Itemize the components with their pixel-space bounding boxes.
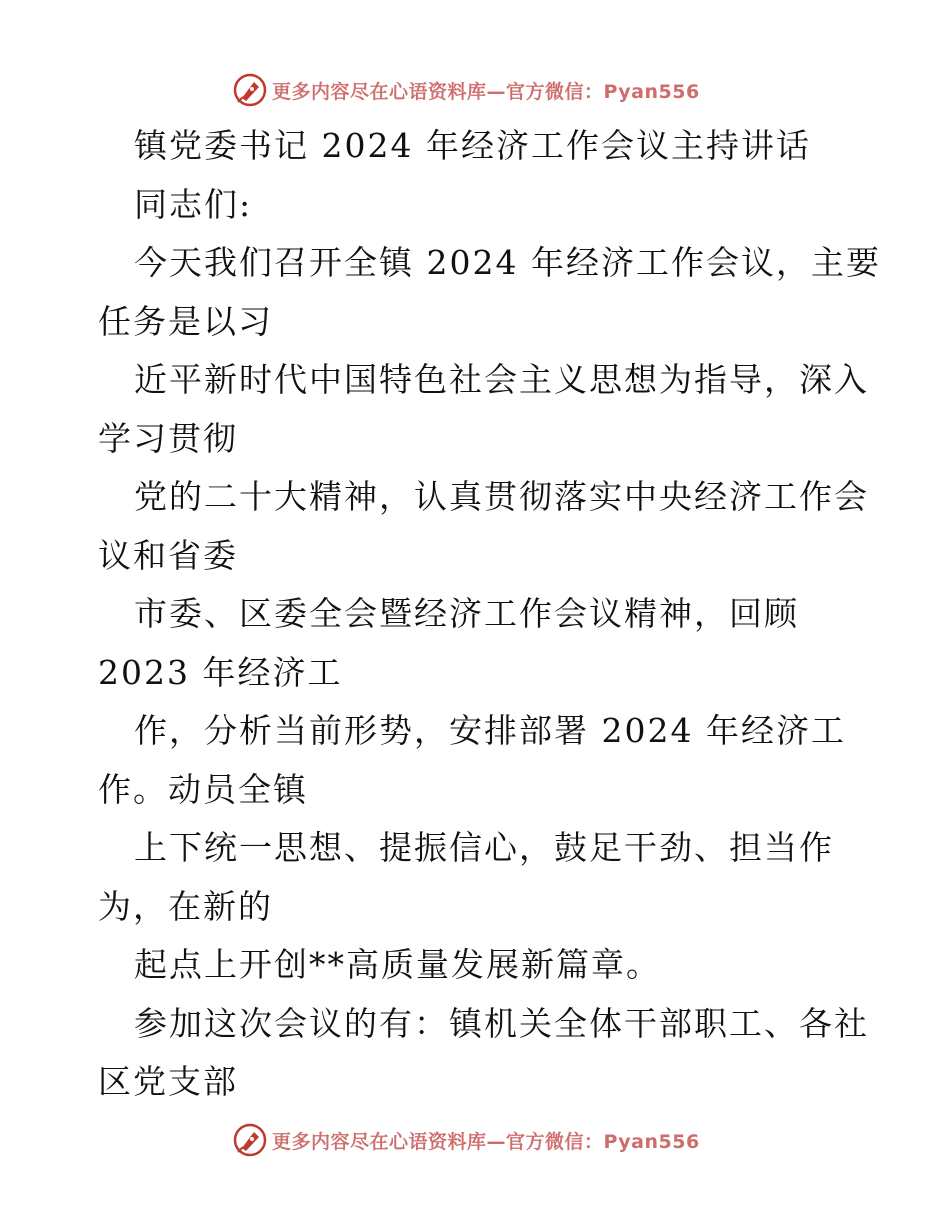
text-line: 参加这次会议的有：镇机关全体干部职工、各社 xyxy=(134,1003,869,1043)
footer-banner-text: 更多内容尽在心语资料库—官方微信：Pyan556 xyxy=(272,1130,700,1153)
text-line: 2023 年经济工 xyxy=(98,652,343,692)
pen-nib-logo-icon xyxy=(232,72,268,108)
text-line: 作。动员全镇 xyxy=(98,769,308,809)
text-line: 作，分析当前形势，安排部署 2024 年经济工 xyxy=(134,711,846,750)
text-line: 起点上开创**高质量发展新篇章。 xyxy=(134,945,661,984)
text-line: 今天我们召开全镇 2024 年经济工作会议，主要 xyxy=(134,243,881,282)
text-line: 任务是以习 xyxy=(98,301,273,341)
text-line: 学习贯彻 xyxy=(98,418,238,458)
text-line: 议和省委 xyxy=(98,535,238,575)
document-title: 镇党委书记 2024 年经济工作会议主持讲话 xyxy=(134,126,811,165)
pen-nib-logo-icon xyxy=(232,1122,268,1158)
header-banner-text: 更多内容尽在心语资料库—官方微信：Pyan556 xyxy=(272,80,700,103)
text-line: 党的二十大精神，认真贯彻落实中央经济工作会 xyxy=(134,477,869,516)
text-line: 近平新时代中国特色社会主义思想为指导，深入 xyxy=(134,360,869,399)
header-banner xyxy=(232,70,700,110)
footer-banner xyxy=(232,1120,700,1160)
document-body xyxy=(98,117,881,1112)
text-line: 为，在新的 xyxy=(98,886,273,926)
text-line: 同志们: xyxy=(134,184,253,224)
text-line: 上下统一思想、提振信心，鼓足干劲、担当作 xyxy=(134,828,834,867)
text-line: 市委、区委全会暨经济工作会议精神，回顾 xyxy=(134,594,799,633)
text-line: 区党支部 xyxy=(98,1062,238,1101)
